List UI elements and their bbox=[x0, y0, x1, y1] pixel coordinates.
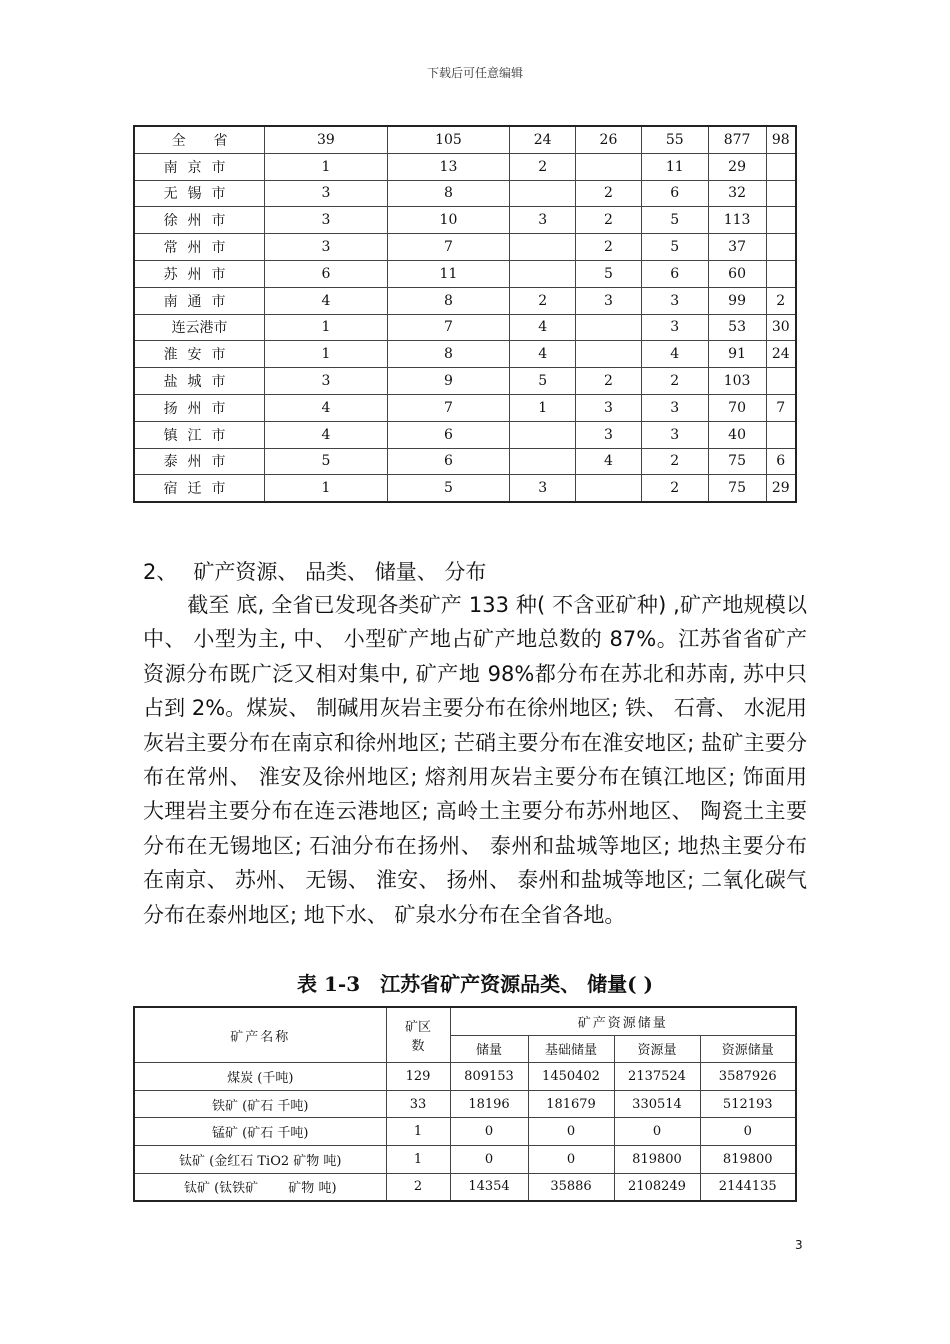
value-cell: 60 bbox=[708, 260, 766, 287]
value-cell: 5 bbox=[576, 260, 642, 287]
value-cell: 8 bbox=[387, 180, 510, 207]
header-mineral-name: 矿产名称 bbox=[134, 1007, 386, 1063]
value-cell: 6 bbox=[387, 448, 510, 475]
value-cell: 3 bbox=[510, 207, 576, 234]
value-cell: 0 bbox=[528, 1118, 614, 1146]
value-cell: 1 bbox=[386, 1118, 450, 1146]
mineral-name-cell: 铁矿 (矿石 千吨) bbox=[134, 1090, 386, 1118]
value-cell: 512193 bbox=[700, 1090, 796, 1118]
value-cell: 6 bbox=[265, 260, 388, 287]
value-cell: 26 bbox=[576, 126, 642, 153]
value-cell: 40 bbox=[708, 421, 766, 448]
value-cell: 2108249 bbox=[614, 1173, 700, 1201]
table-row bbox=[134, 234, 796, 261]
header-col-resource: 资源量 bbox=[614, 1035, 700, 1063]
table-row bbox=[134, 314, 796, 341]
region-name-cell: 连云港市 bbox=[134, 314, 265, 341]
value-cell: 6 bbox=[641, 180, 708, 207]
value-cell: 4 bbox=[510, 341, 576, 368]
value-cell bbox=[766, 260, 796, 287]
value-cell: 2137524 bbox=[614, 1063, 700, 1091]
value-cell: 1 bbox=[265, 153, 388, 180]
region-name-cell: 南京市 bbox=[134, 153, 265, 180]
value-cell: 5 bbox=[641, 234, 708, 261]
value-cell: 2 bbox=[576, 234, 642, 261]
section-heading bbox=[143, 556, 486, 586]
value-cell: 8 bbox=[387, 287, 510, 314]
value-cell: 2 bbox=[641, 475, 708, 502]
page-number: 3 bbox=[795, 1238, 803, 1252]
value-cell: 99 bbox=[708, 287, 766, 314]
value-cell bbox=[766, 180, 796, 207]
value-cell: 30 bbox=[766, 314, 796, 341]
region-name-cell: 全 省 bbox=[134, 126, 265, 153]
value-cell: 3 bbox=[641, 394, 708, 421]
value-cell: 3 bbox=[265, 368, 388, 395]
value-cell: 2 bbox=[766, 287, 796, 314]
header-mine-count-top: 矿区 bbox=[404, 1020, 431, 1036]
value-cell: 18196 bbox=[450, 1090, 528, 1118]
value-cell: 330514 bbox=[614, 1090, 700, 1118]
value-cell: 0 bbox=[450, 1145, 528, 1173]
table-row bbox=[134, 153, 796, 180]
body-paragraph bbox=[143, 588, 807, 932]
value-cell: 4 bbox=[265, 421, 388, 448]
value-cell bbox=[510, 234, 576, 261]
header-mine-count-bottom: 数 bbox=[411, 1039, 425, 1055]
value-cell: 53 bbox=[708, 314, 766, 341]
value-cell: 2 bbox=[641, 448, 708, 475]
value-cell bbox=[766, 421, 796, 448]
value-cell: 1 bbox=[265, 475, 388, 502]
value-cell: 2 bbox=[510, 153, 576, 180]
value-cell: 3 bbox=[641, 421, 708, 448]
table-row bbox=[134, 287, 796, 314]
value-cell bbox=[510, 260, 576, 287]
table-row bbox=[134, 126, 796, 153]
value-cell: 3 bbox=[510, 475, 576, 502]
value-cell: 70 bbox=[708, 394, 766, 421]
value-cell: 5 bbox=[387, 475, 510, 502]
region-name-cell: 泰州市 bbox=[134, 448, 265, 475]
value-cell: 129 bbox=[386, 1063, 450, 1091]
value-cell: 55 bbox=[641, 126, 708, 153]
table-row bbox=[134, 180, 796, 207]
value-cell bbox=[766, 368, 796, 395]
mineral-name-cell: 锰矿 (矿石 千吨) bbox=[134, 1118, 386, 1146]
value-cell: 10 bbox=[387, 207, 510, 234]
value-cell bbox=[766, 153, 796, 180]
value-cell: 4 bbox=[265, 287, 388, 314]
mineral-name-cell: 煤炭 (千吨) bbox=[134, 1063, 386, 1091]
value-cell: 3 bbox=[576, 394, 642, 421]
value-cell: 2 bbox=[510, 287, 576, 314]
value-cell: 2144135 bbox=[700, 1173, 796, 1201]
value-cell: 91 bbox=[708, 341, 766, 368]
table-caption: 表 1-3 江苏省矿产资源品类、 储量( ) bbox=[297, 972, 653, 996]
value-cell: 4 bbox=[510, 314, 576, 341]
value-cell: 1 bbox=[510, 394, 576, 421]
value-cell: 809153 bbox=[450, 1063, 528, 1091]
value-cell: 6 bbox=[766, 448, 796, 475]
table-row bbox=[134, 1118, 796, 1146]
table-row bbox=[134, 207, 796, 234]
value-cell: 0 bbox=[700, 1118, 796, 1146]
value-cell: 1 bbox=[386, 1145, 450, 1173]
mineral-reserves-table bbox=[133, 1006, 797, 1202]
value-cell: 103 bbox=[708, 368, 766, 395]
value-cell: 0 bbox=[528, 1145, 614, 1173]
value-cell: 7 bbox=[387, 314, 510, 341]
value-cell: 6 bbox=[387, 421, 510, 448]
value-cell bbox=[510, 180, 576, 207]
value-cell: 2 bbox=[386, 1173, 450, 1201]
value-cell: 6 bbox=[641, 260, 708, 287]
table-row bbox=[134, 421, 796, 448]
table-row bbox=[134, 394, 796, 421]
value-cell: 819800 bbox=[614, 1145, 700, 1173]
header-col-reserve: 储量 bbox=[450, 1035, 528, 1063]
value-cell: 5 bbox=[641, 207, 708, 234]
region-name-cell: 常州市 bbox=[134, 234, 265, 261]
section-title: 矿产资源、 品类、 储量、 分布 bbox=[193, 560, 487, 584]
table-row bbox=[134, 260, 796, 287]
value-cell: 2 bbox=[641, 368, 708, 395]
table-row bbox=[134, 1090, 796, 1118]
value-cell bbox=[766, 234, 796, 261]
value-cell: 1 bbox=[265, 314, 388, 341]
header-mine-count bbox=[386, 1007, 450, 1063]
table-row bbox=[134, 448, 796, 475]
mineral-name-cell: 钛矿 (金红石 TiO2 矿物 吨) bbox=[134, 1145, 386, 1173]
value-cell: 32 bbox=[708, 180, 766, 207]
value-cell bbox=[576, 153, 642, 180]
value-cell: 24 bbox=[766, 341, 796, 368]
mineral-name-cell: 钛矿 (钛铁矿 矿物 吨) bbox=[134, 1173, 386, 1201]
value-cell: 7 bbox=[766, 394, 796, 421]
page-header: 下载后可任意编辑 bbox=[426, 66, 523, 80]
value-cell: 1 bbox=[265, 341, 388, 368]
section-number: 2、 bbox=[143, 560, 178, 584]
value-cell bbox=[576, 475, 642, 502]
value-cell: 113 bbox=[708, 207, 766, 234]
region-name-cell: 镇江市 bbox=[134, 421, 265, 448]
value-cell: 181679 bbox=[528, 1090, 614, 1118]
value-cell bbox=[576, 314, 642, 341]
header-col-basic-reserve: 基础储量 bbox=[528, 1035, 614, 1063]
value-cell: 3587926 bbox=[700, 1063, 796, 1091]
table-row bbox=[134, 1145, 796, 1173]
region-name-cell: 宿迁市 bbox=[134, 475, 265, 502]
value-cell: 3 bbox=[641, 314, 708, 341]
table-row bbox=[134, 475, 796, 502]
value-cell: 3 bbox=[641, 287, 708, 314]
value-cell: 0 bbox=[614, 1118, 700, 1146]
value-cell: 4 bbox=[576, 448, 642, 475]
value-cell: 5 bbox=[510, 368, 576, 395]
value-cell: 3 bbox=[265, 234, 388, 261]
region-name-cell: 淮安市 bbox=[134, 341, 265, 368]
value-cell: 877 bbox=[708, 126, 766, 153]
value-cell: 13 bbox=[387, 153, 510, 180]
region-name-cell: 无锡市 bbox=[134, 180, 265, 207]
value-cell: 24 bbox=[510, 126, 576, 153]
value-cell: 3 bbox=[265, 207, 388, 234]
table-row bbox=[134, 368, 796, 395]
region-name-cell: 扬州市 bbox=[134, 394, 265, 421]
table-row bbox=[134, 1063, 796, 1091]
value-cell: 98 bbox=[766, 126, 796, 153]
value-cell: 3 bbox=[576, 421, 642, 448]
value-cell: 5 bbox=[265, 448, 388, 475]
region-name-cell: 苏州市 bbox=[134, 260, 265, 287]
value-cell: 105 bbox=[387, 126, 510, 153]
value-cell: 7 bbox=[387, 394, 510, 421]
region-name-cell: 徐州市 bbox=[134, 207, 265, 234]
value-cell: 2 bbox=[576, 368, 642, 395]
table-row bbox=[134, 341, 796, 368]
value-cell: 3 bbox=[576, 287, 642, 314]
value-cell: 75 bbox=[708, 448, 766, 475]
table-row bbox=[134, 1173, 796, 1201]
value-cell: 8 bbox=[387, 341, 510, 368]
value-cell: 33 bbox=[386, 1090, 450, 1118]
value-cell bbox=[510, 421, 576, 448]
value-cell bbox=[576, 341, 642, 368]
city-statistics-table bbox=[133, 125, 797, 503]
value-cell: 39 bbox=[265, 126, 388, 153]
paragraph-text: 截至 底, 全省已发现各类矿产 133 种( 不含亚矿种) ,矿产地规模以中、 小型为主, 中、 小型矿产地占矿产地总数的 87%。江苏省省矿产资源分布既广泛又相对集中, 矿产地 98%都分布在苏北和苏南, 苏中只占到 2%。煤炭、 制碱用灰岩主要分布在徐州地区; 铁、 石膏、 水泥用灰岩主要分布在南京和徐州地区; 芒硝主要分布在淮安地区; 盐矿主要分布在常州、 淮安及徐州地区; 熔剂用灰岩主要分布在镇江地区; 饰面用大理岩主要分布在连云港地区; 高岭土主要分布苏州地区、 陶瓷土主要分布在无锡地区; 石油分布在扬州、 泰州和盐城等地区; 地热主要分布在南京、 苏州、 无锡、 淮安、 扬州、 泰州和盐城等地区; 二氧化碳气分布在泰州地区; 地下水、 矿泉水分布在全省各地。 bbox=[143, 593, 807, 927]
value-cell: 11 bbox=[387, 260, 510, 287]
value-cell: 37 bbox=[708, 234, 766, 261]
value-cell: 3 bbox=[265, 180, 388, 207]
value-cell: 35886 bbox=[528, 1173, 614, 1201]
value-cell: 29 bbox=[708, 153, 766, 180]
value-cell bbox=[510, 448, 576, 475]
region-name-cell: 盐城市 bbox=[134, 368, 265, 395]
value-cell: 4 bbox=[265, 394, 388, 421]
header-col-resource-reserve: 资源储量 bbox=[700, 1035, 796, 1063]
value-cell: 819800 bbox=[700, 1145, 796, 1173]
value-cell: 2 bbox=[576, 180, 642, 207]
header-reserves-group: 矿产资源储量 bbox=[450, 1007, 796, 1035]
value-cell: 1450402 bbox=[528, 1063, 614, 1091]
value-cell: 2 bbox=[576, 207, 642, 234]
value-cell: 14354 bbox=[450, 1173, 528, 1201]
value-cell: 29 bbox=[766, 475, 796, 502]
value-cell: 7 bbox=[387, 234, 510, 261]
value-cell: 75 bbox=[708, 475, 766, 502]
value-cell: 11 bbox=[641, 153, 708, 180]
value-cell: 4 bbox=[641, 341, 708, 368]
region-name-cell: 南通市 bbox=[134, 287, 265, 314]
value-cell bbox=[766, 207, 796, 234]
value-cell: 0 bbox=[450, 1118, 528, 1146]
value-cell: 9 bbox=[387, 368, 510, 395]
